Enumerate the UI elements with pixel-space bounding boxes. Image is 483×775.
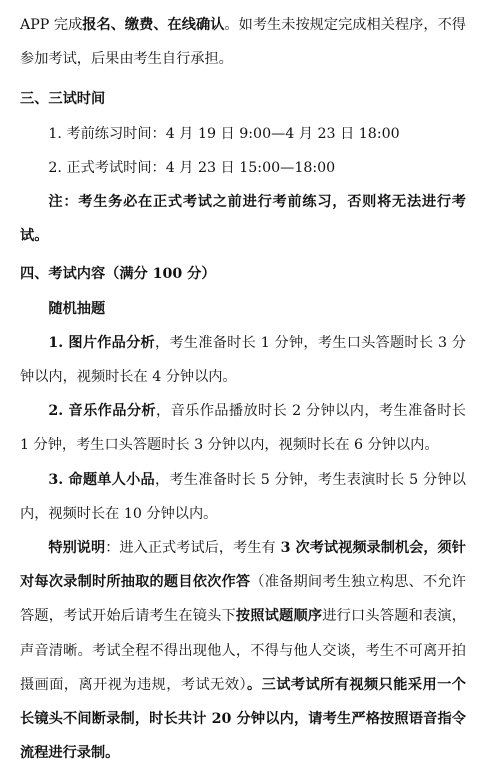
- special-bold-4: 。三试考试所有视频只能采用一个长镜头不间断录制，时长共计 20 分钟以内，请考生严格按照语音指令流程进行录制。: [20, 676, 466, 762]
- intro-bold-steps: 报名、缴费、在线确认: [82, 17, 225, 33]
- special-text-2: （准备期间考生独立构思、不允许答题，考试开始后请考生在镜头下: [20, 574, 466, 625]
- special-bold-3: 按照试题顺序: [235, 608, 323, 625]
- item3-text: ，考生准备时长 5 分钟，考生表演时长 5 分钟以内，视频时长在 10 分钟以内。: [20, 471, 466, 522]
- special-label: 特别说明: [48, 540, 106, 557]
- item1-label: 1. 图片作品分析: [48, 334, 155, 351]
- section4-item-music-analysis: [20, 394, 466, 462]
- section3-item-exam-time: 2. 正式考试时间：4 月 23 日 15:00—18:00: [48, 159, 336, 176]
- item3-label: 3. 命题单人小品: [48, 471, 155, 488]
- section3-heading: 三、三试时间: [20, 91, 106, 108]
- intro-paragraph: [20, 8, 466, 76]
- item1-text: ，考生准备时长 1 分钟，考生口头答题时长 3 分钟以内，视频时长在 4 分钟以内。: [20, 334, 466, 386]
- section4-heading: 四、考试内容（满分 100 分）: [20, 266, 216, 283]
- section4-item-picture-analysis: [20, 326, 466, 394]
- section4-subheading: 随机抽题: [48, 300, 106, 317]
- special-note-paragraph: [20, 531, 466, 770]
- document-page: [20, 8, 466, 770]
- special-bold-2: 3 次考试视频录制机会，须针对每次录制时所抽取的题目依次作答: [20, 540, 466, 591]
- special-text-1: ：进入正式考试后，考生有: [105, 540, 276, 557]
- intro-text-2: 。如考生未按规定完成相关程序，不得参加考试，后果由考生自行承担。: [20, 17, 466, 68]
- section3-note: 注：考生务必在正式考试之前进行考前练习，否则将无法进行考试。: [20, 194, 466, 245]
- intro-text-1: APP 完成: [20, 17, 83, 33]
- item2-text: ，音乐作品播放时长 2 分钟以内，考生准备时长 1 分钟，考生口头答题时长 3 分钟以内，视频时长在 6 分钟以内。: [20, 403, 466, 454]
- section4-item-solo-sketch: [20, 463, 466, 531]
- item2-label: 2. 音乐作品分析: [48, 403, 156, 420]
- special-text-3: 进行口头答题和表演，声音清晰。考试全程不得出现他人，不得与他人交谈，考生不可离开拍摄画面，离开视为违规，考试无效）: [20, 608, 466, 693]
- section3-item-practice-time: 1. 考前练习时间：4 月 19 日 9:00—4 月 23 日 18:00: [48, 125, 400, 142]
